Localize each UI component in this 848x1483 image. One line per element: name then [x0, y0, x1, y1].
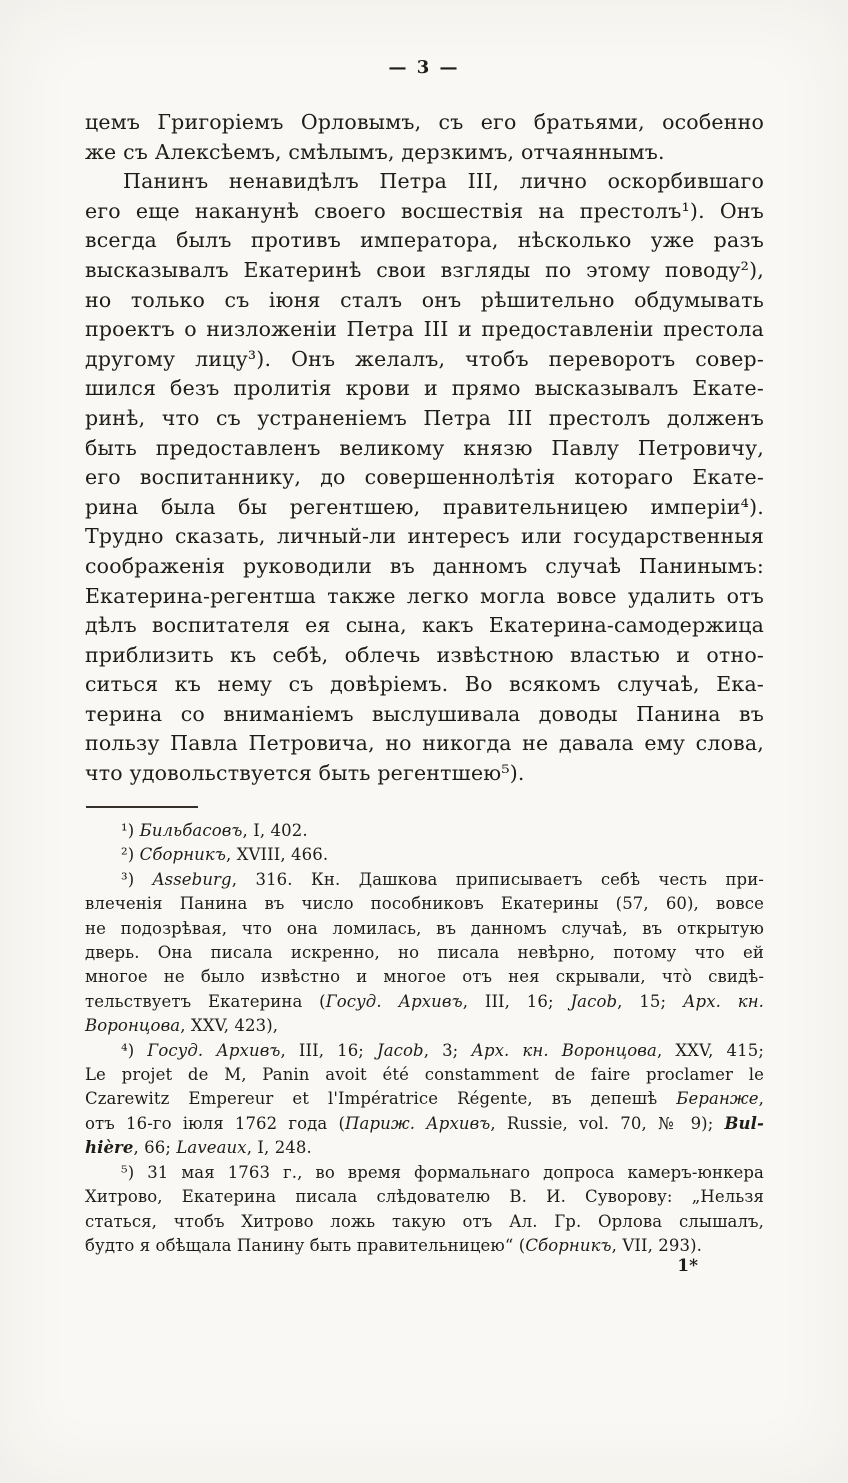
footnote-line: ²) Сборникъ, XVIII, 466. [121, 845, 329, 865]
footnote-line: Хитрово, Екатерина писала слѣдователю В. И. Суворову: „Нельзя [85, 1187, 764, 1207]
text-line: ринѣ, что съ устраненіемъ Петра III престолъ долженъ [85, 405, 764, 430]
footnote-line: будто я обѣщала Панину быть правительницею“ (Сборникъ, VII, 293). [85, 1235, 702, 1255]
footnote-line: дверь. Она писала искренно, но писала невѣрно, потому что ей [85, 943, 764, 963]
text-line: дѣлъ воспитателя ея сына, какъ Екатерина-самодержица [85, 613, 764, 638]
footnote-line: Воронцова, XXV, 423), [85, 1016, 279, 1036]
body-text [85, 108, 764, 789]
footnotes-text [85, 819, 764, 1258]
text-line: терина со вниманіемъ выслушивала доводы Панина въ [85, 701, 764, 726]
footnote-line: Czarewitz Empereur et l'Impératrice Régente, въ депешѣ Беранже, [85, 1089, 764, 1109]
footnote-line: Le projet de M, Panin avoit été constamment de faire proclamer le [85, 1065, 764, 1085]
text-line: пользу Павла Петровича, но никогда не давала ему слова, [85, 731, 764, 756]
text-line: другому лицу³). Онъ желалъ, чтобъ переворотъ совер- [85, 346, 764, 371]
footnote-line: ¹) Бильбасовъ, I, 402. [121, 821, 308, 840]
signature-mark: 1* [677, 1256, 698, 1276]
text-line: что удовольствуется быть регентшею⁵). [85, 761, 525, 786]
text-line: цемъ Григоріемъ Орловымъ, съ его братьями, особенно [85, 110, 764, 134]
text-line: Екатерина-регентша также легко могла вовсе удалить отъ [85, 583, 764, 608]
text-line: но только съ іюня сталъ онъ рѣшительно обдумывать [85, 287, 764, 312]
text-line: Трудно сказать, личный-ли интересъ или государственныя [85, 524, 764, 549]
text-line: же съ Алексѣемъ, смѣлымъ, дерзкимъ, отчаяннымъ. [85, 139, 665, 164]
footnote-line: многое не было извѣстно и многое отъ нея скрывали, что̀ свидѣ- [85, 967, 764, 987]
footnote-line: hière, 66; Laveaux, I, 248. [85, 1138, 312, 1158]
text-line: быть предоставленъ великому князю Павлу Петровичу, [85, 435, 764, 460]
footnote-line: тельствуетъ Екатерина (Госуд. Архивъ, III, 16; Jacob, 15; Арх. кн. [85, 991, 765, 1011]
footnote-line: влеченія Панина въ число пособниковъ Екатерины (57, 60), вовсе [85, 894, 764, 914]
text-line: всегда былъ противъ императора, нѣсколько уже разъ [85, 228, 764, 253]
text-line: соображенія руководили въ данномъ случаѣ Панинымъ: [85, 553, 764, 578]
text-line: высказывалъ Екатеринѣ свои взгляды по этому поводу²), [85, 257, 764, 282]
footnote-line: ⁴) Госуд. Архивъ, III, 16; Jacob, 3; Арх. кн. Воронцова, XXV, 415; [121, 1040, 764, 1060]
footnote-line: ⁵) 31 мая 1763 г., во время формальнаго допроса камеръ-юнкера [121, 1162, 764, 1182]
text-line: его воспитаннику, до совершеннолѣтія котораго Екате- [85, 465, 764, 490]
text-line: Панинъ ненавидѣлъ Петра III, лично оскорбившаго [123, 169, 764, 194]
text-line: рина была бы регентшею, правительницею имперіи⁴). [85, 494, 764, 519]
footnote-line: отъ 16-го іюля 1762 года (Париж. Архивъ, Russie, vol. 70, № 9); Bul- [85, 1113, 764, 1133]
page-number: — 3 — [388, 57, 460, 78]
text-line: его еще наканунѣ своего восшествія на престолъ¹). Онъ [85, 198, 764, 223]
footnote-line: статься, чтобъ Хитрово ложь такую отъ Ал. Гр. Орлова слышалъ, [85, 1211, 764, 1231]
footnote-line: ³) Asseburg, 316. Кн. Дашкова приписываетъ себѣ честь при- [121, 869, 764, 889]
text-line: приблизить къ себѣ, облечь извѣстною властью и отно- [85, 642, 764, 667]
text-line: шился безъ пролитія крови и прямо высказывалъ Екате- [85, 376, 764, 401]
text-line: ситься къ нему съ довѣріемъ. Во всякомъ случаѣ, Ека- [85, 672, 764, 697]
text-line: проектъ о низложеніи Петра III и предоставленіи престола [85, 317, 764, 342]
footnote-line: не подозрѣвая, что она ломилась, въ данномъ случаѣ, въ открытую [85, 918, 764, 938]
footnote-separator-rule [86, 806, 198, 808]
